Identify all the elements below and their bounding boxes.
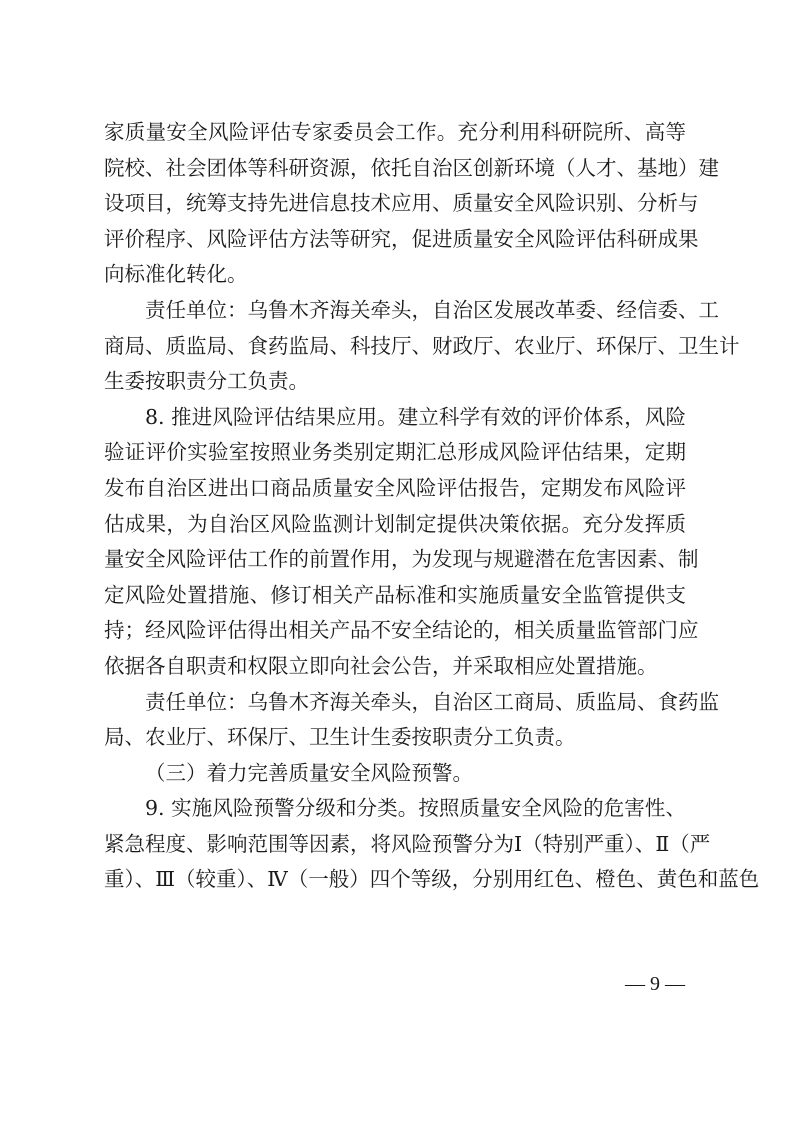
document-body (104, 115, 760, 898)
text-line: 生委按职责分工负责。 (104, 369, 309, 394)
text-line: 8. 推进风险评估结果应用。建立科学有效的评价体系，风险 (145, 404, 686, 429)
text-line: 重）、Ⅲ（较重）、Ⅳ（一般）四个等级，分别用红色、橙色、黄色和蓝色 (104, 867, 760, 892)
text-line: 定风险处置措施、修订相关产品标准和实施质量安全监管提供支 (104, 582, 686, 607)
text-line: 9. 实施风险预警分级和分类。按照质量安全风险的危害性、 (145, 796, 686, 821)
section-heading: （三）着力完善质量安全风险预警。 (145, 760, 473, 785)
text-line: 量安全风险评估工作的前置作用，为发现与规避潜在危害因素、制 (104, 547, 699, 572)
text-line: 验证评价实验室按照业务类别定期汇总形成风险评估结果，定期 (104, 440, 686, 465)
text-line: 估成果，为自治区风险监测计划制定提供决策依据。充分发挥质 (104, 511, 686, 536)
text-line: 责任单位：乌鲁木齐海关牵头，自治区发展改革委、经信委、工 (145, 297, 719, 322)
page-number: — 9 — (625, 973, 685, 995)
text-line: 持；经风险评估得出相关产品不安全结论的，相关质量监管部门应 (104, 618, 699, 643)
text-line: 局、农业厅、环保厅、卫生计生委按职责分工负责。 (104, 725, 576, 750)
text-line: 评价程序、风险评估方法等研究，促进质量安全风险评估科研成果 (104, 226, 699, 251)
text-line: 依据各自职责和权限立即向社会公告，并采取相应处置措施。 (104, 653, 658, 678)
text-line: 向标准化转化。 (104, 262, 248, 287)
text-line: 商局、质监局、食药监局、科技厅、财政厅、农业厅、环保厅、卫生计 (104, 333, 740, 358)
text-line: 紧急程度、影响范围等因素，将风险预警分为Ⅰ（特别严重）、Ⅱ（严 (104, 831, 711, 856)
text-line: 发布自治区进出口商品质量安全风险评估报告，定期发布风险评 (104, 475, 686, 500)
text-line: 家质量安全风险评估专家委员会工作。充分利用科研院所、高等 (104, 120, 686, 144)
text-line: 院校、社会团体等科研资源，依托自治区创新环境（人才、基地）建 (104, 155, 719, 180)
text-line: 设项目，统筹支持先进信息技术应用、质量安全风险识别、分析与 (104, 191, 699, 216)
text-line: 责任单位：乌鲁木齐海关牵头，自治区工商局、质监局、食药监 (145, 689, 719, 714)
